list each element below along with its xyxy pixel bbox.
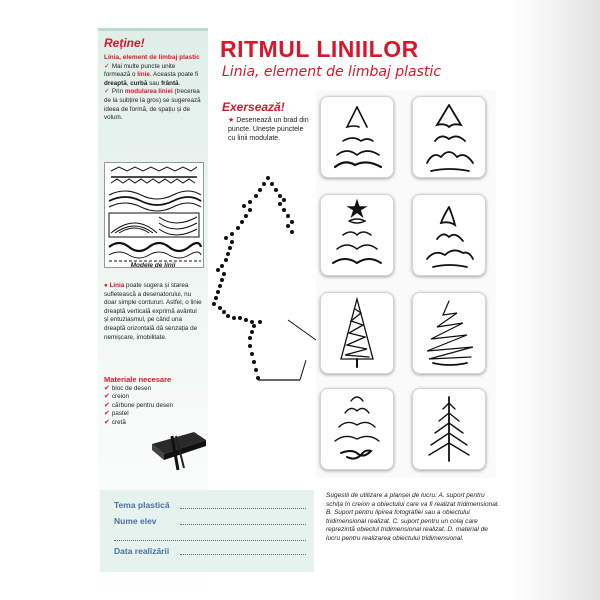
theme-label: Tema plastică xyxy=(114,500,170,510)
tree-dot xyxy=(252,360,256,364)
tree-dot xyxy=(258,320,262,324)
tree-dot xyxy=(226,314,230,318)
date-label: Data realizării xyxy=(114,546,170,556)
check-icon: ✔ xyxy=(104,384,110,392)
material-item: ✔ cărbune pentru desen xyxy=(104,401,174,409)
tree-dot xyxy=(232,316,236,320)
tree-dot xyxy=(228,246,232,250)
tree-dot xyxy=(230,232,234,236)
sidebar-heading: Reține! xyxy=(104,36,145,50)
tree-dot xyxy=(224,258,228,262)
tree-example-7 xyxy=(320,388,394,470)
samples-caption: Modele de linii xyxy=(130,262,176,269)
tree-dot xyxy=(290,230,294,234)
tree-dot xyxy=(266,176,270,180)
theme-field[interactable] xyxy=(180,508,306,509)
tree-dot xyxy=(230,240,234,244)
tree-dot xyxy=(248,200,252,204)
tree-dot xyxy=(274,188,278,192)
line-samples-image xyxy=(104,162,204,268)
check-icon: ✔ xyxy=(104,401,110,409)
tree-dot xyxy=(278,202,282,206)
tree-dot xyxy=(218,284,222,288)
star-icon: ★ xyxy=(228,117,235,124)
charcoal-icon xyxy=(150,424,210,479)
tree-dot xyxy=(226,252,230,256)
tree-dot xyxy=(248,208,252,212)
tree-dot xyxy=(214,296,218,300)
exercise-heading: Exersează! xyxy=(222,100,285,114)
tree-dot xyxy=(282,208,286,212)
tree-dot xyxy=(238,316,242,320)
check-icon: ✔ xyxy=(104,410,110,418)
tree-example-2 xyxy=(412,96,486,178)
definition-block xyxy=(104,54,202,123)
tree-dot xyxy=(218,306,222,310)
tree-example-5 xyxy=(320,292,394,374)
exercise-text: ★ Desenează un brad din puncte. Unește punctele cu linii modulate. xyxy=(228,117,309,142)
extra-line-field[interactable] xyxy=(114,540,306,541)
tree-dot xyxy=(248,344,252,348)
tree-dot xyxy=(216,290,220,294)
tree-dot xyxy=(244,214,248,218)
tree-example-3 xyxy=(320,194,394,276)
tree-example-6 xyxy=(412,292,486,374)
page-shadow xyxy=(510,0,600,600)
page-title: RITMUL LINIILOR xyxy=(220,36,419,62)
page-subtitle: Linia, element de limbaj plastic xyxy=(222,64,442,80)
tree-example-8 xyxy=(412,388,486,470)
tree-dot xyxy=(216,268,220,272)
tree-dot xyxy=(282,198,286,202)
tree-dot xyxy=(242,204,246,208)
tree-dot xyxy=(290,220,294,224)
tree-dot xyxy=(220,264,224,268)
material-item: ✔ creion xyxy=(104,393,130,401)
tree-dot xyxy=(248,336,252,340)
tree-dot xyxy=(258,188,262,192)
definition-para-1: ✓ Mai multe puncte unite formează o linie. Aceasta poate fi dreaptă, curbă sau frântă. xyxy=(104,62,199,87)
tree-example-4 xyxy=(412,194,486,276)
tree-dot xyxy=(262,182,266,186)
tree-dot xyxy=(250,352,254,356)
tree-dot xyxy=(240,220,244,224)
materials-heading: Materiale necesare xyxy=(104,375,172,384)
material-item: ✔ bloc de desen xyxy=(104,384,152,392)
tree-example-1 xyxy=(320,96,394,178)
definition-para-2: ✓ Prin modularea liniei (trecerea de la subțire la gros) se sugerează ideea de formă, de spațiu și de volum. xyxy=(104,88,201,122)
tree-dot xyxy=(244,318,248,322)
pencil-icon: ✓ xyxy=(104,88,110,96)
tree-dot xyxy=(236,226,240,230)
tree-dot xyxy=(270,182,274,186)
tree-dot xyxy=(254,368,258,372)
student-name-label: Nume elev xyxy=(114,516,157,526)
tree-dot xyxy=(278,194,282,198)
tree-dot xyxy=(222,310,226,314)
tree-dot xyxy=(220,278,224,282)
check-icon: ✔ xyxy=(104,418,110,426)
tree-dot xyxy=(252,324,256,328)
student-name-field[interactable] xyxy=(180,524,306,525)
tree-dot xyxy=(250,320,254,324)
tree-dot xyxy=(254,194,258,198)
dotted-tree-drawing[interactable] xyxy=(210,170,326,397)
linia-paragraph: ● Linia poate sugera și starea sufletească a desenatorului, nu doar simple contururi. Astfel, o linie dreaptă verticală exprimă avântul și entuziasmul, pe când una dreaptă orizontală dă senzația de nemișcare, imobilitate. xyxy=(104,282,202,341)
tree-dot xyxy=(222,272,226,276)
sidebar-edge xyxy=(98,28,208,31)
definition-title: Linia, element de limbaj plastic xyxy=(104,54,200,61)
tree-dot xyxy=(212,302,216,306)
materials-block xyxy=(104,376,202,428)
material-item: ✔ cretă xyxy=(104,418,126,426)
tree-dot xyxy=(224,236,228,240)
tree-dot xyxy=(250,330,254,334)
check-icon: ✔ xyxy=(104,393,110,401)
date-field[interactable] xyxy=(180,554,306,555)
usage-suggestions: Sugestii de utilizare a planșei de lucru: A. suport pentru schița în creion a obiectului care va fi realizat tridimensional. B. Suport pentru lipirea fotografiei sau a obiectului tridimensional realizat. C. suport pentru un colaj care reprezintă obiectul tridimensional realizat. D. material de lucru pentru realizarea obiectului tridimensional. xyxy=(326,492,500,542)
pencil-icon: ✓ xyxy=(104,62,110,70)
tree-dot xyxy=(286,214,290,218)
tree-dot xyxy=(286,224,290,228)
material-item: ✔ pastel xyxy=(104,410,129,418)
bullet-icon: ● xyxy=(104,282,108,289)
